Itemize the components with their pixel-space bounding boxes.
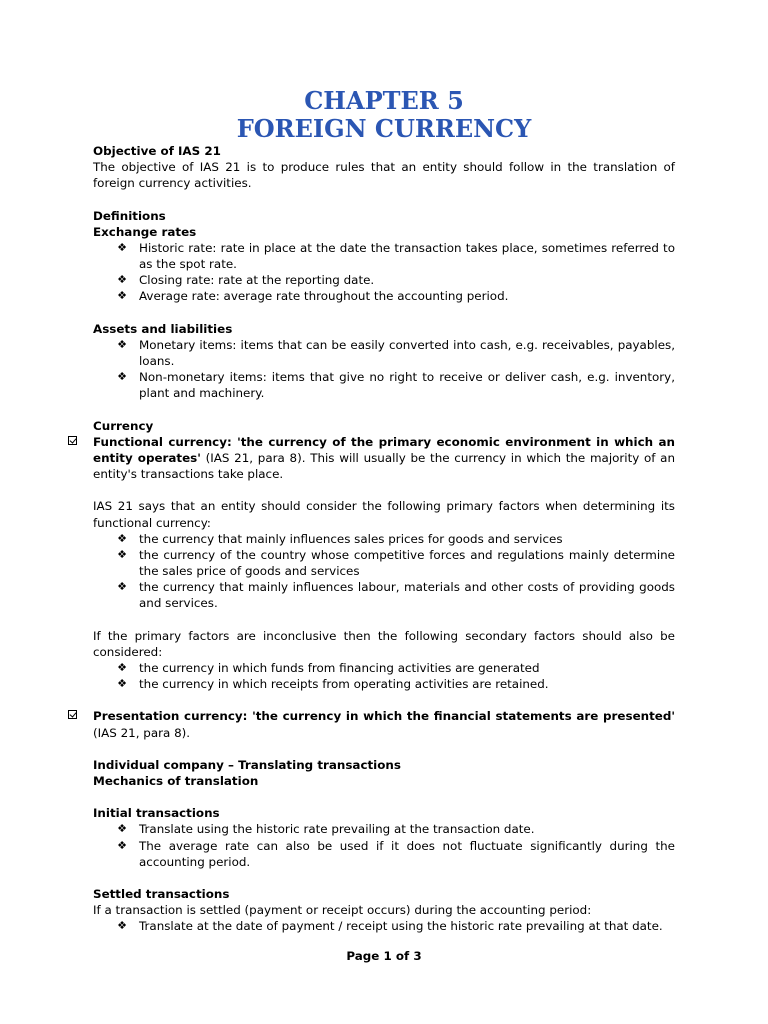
list-item-text: the currency that mainly influences sales prices for goods and services	[139, 531, 563, 546]
section-heading: Definitions	[93, 208, 166, 223]
presentation-currency-definition	[93, 708, 675, 740]
subsection-heading: Exchange rates	[93, 224, 197, 239]
list-item	[93, 240, 675, 272]
list-item	[93, 918, 675, 934]
subsection-heading: Mechanics of translation	[93, 773, 259, 788]
diamond-bullet-icon: ❖	[117, 919, 127, 933]
list-item-text: Monetary items: items that can be easily converted into cash, e.g. receivables, payables, loans.	[139, 337, 675, 368]
checked-box-icon	[68, 710, 77, 719]
bullet-list	[93, 660, 675, 692]
diamond-bullet-icon: ❖	[117, 337, 127, 351]
functional-currency-definition	[93, 434, 675, 482]
definition-text: (IAS 21, para 8). This will usually be the currency in which the majority of an entity's transactions take place.	[93, 450, 675, 482]
list-item-text: Translate using the historic rate prevailing at the transaction date.	[139, 822, 535, 837]
list-item-text: the currency of the country whose competitive forces and regulations mainly determine the sales price of goods and services	[139, 547, 675, 578]
section-heading: Assets and liabilities	[93, 321, 233, 336]
diamond-bullet-icon: ❖	[117, 531, 127, 545]
list-item	[93, 676, 675, 692]
definition-term: Presentation currency: 'the currency in which the financial statements are presented'	[93, 709, 675, 724]
paragraph: The objective of IAS 21 is to produce rules that an entity should follow in the translation of foreign currency activities.	[93, 160, 675, 191]
list-item	[93, 579, 675, 611]
diamond-bullet-icon: ❖	[117, 580, 127, 594]
bullet-list	[93, 337, 675, 402]
diamond-bullet-icon: ❖	[117, 240, 127, 254]
diamond-bullet-icon: ❖	[117, 289, 127, 303]
diamond-bullet-icon: ❖	[117, 822, 127, 836]
subsection-heading: Initial transactions	[93, 806, 220, 821]
list-item-text: Translate at the date of payment / receipt using the historic rate prevailing at that date.	[139, 919, 663, 934]
diamond-bullet-icon: ❖	[117, 547, 127, 561]
paragraph: IAS 21 says that an entity should consider the following primary factors when determining its functional currency:	[93, 499, 675, 530]
list-item-text: Non-monetary items: items that give no right to receive or deliver cash, e.g. inventory, plant and machinery.	[139, 370, 675, 401]
section-heading: Currency	[93, 418, 154, 433]
list-item	[93, 337, 675, 369]
list-item-text: Historic rate: rate in place at the date the transaction takes place, sometimes referred to as the spot rate.	[139, 240, 675, 272]
list-item-text: the currency that mainly influences labour, materials and other costs of providing goods and services.	[139, 580, 675, 611]
paragraph: If the primary factors are inconclusive then the following secondary factors should also be considered:	[93, 628, 675, 659]
bullet-list	[93, 918, 675, 934]
page-label: Page 1 of 3	[346, 949, 422, 963]
list-item	[93, 838, 675, 870]
definition-text: (IAS 21, para 8).	[93, 725, 191, 740]
list-item-text: Average rate: average rate throughout the accounting period.	[139, 289, 509, 304]
list-item	[93, 369, 675, 401]
page-number	[0, 948, 768, 964]
diamond-bullet-icon: ❖	[117, 838, 127, 852]
diamond-bullet-icon: ❖	[117, 370, 127, 384]
list-item	[93, 272, 675, 288]
list-item	[93, 660, 675, 676]
list-item	[93, 821, 675, 837]
document-body	[93, 143, 675, 935]
paragraph: If a transaction is settled (payment or receipt occurs) during the accounting period:	[93, 903, 592, 918]
bullet-list	[93, 821, 675, 869]
bullet-list	[93, 240, 675, 305]
chapter-title: FOREIGN CURRENCY	[236, 114, 532, 143]
list-item-text: the currency in which funds from financing activities are generated	[139, 660, 540, 675]
chapter-number: CHAPTER 5	[304, 86, 464, 115]
diamond-bullet-icon: ❖	[117, 677, 127, 691]
list-item-text: The average rate can also be used if it does not fluctuate significantly during the accounting period.	[139, 838, 675, 869]
list-item	[93, 547, 675, 579]
definition-term: Functional currency: 'the currency of the primary economic environment in which an entity operates'	[93, 434, 675, 465]
section-heading: Objective of IAS 21	[93, 144, 221, 158]
subsection-heading: Settled transactions	[93, 887, 230, 902]
checked-box-icon	[68, 436, 77, 445]
diamond-bullet-icon: ❖	[117, 273, 127, 287]
list-item-text: the currency in which receipts from operating activities are retained.	[139, 677, 549, 692]
bullet-list	[93, 531, 675, 612]
list-item	[93, 531, 675, 547]
list-item-text: Closing rate: rate at the reporting date.	[139, 273, 375, 288]
section-heading: Individual company – Translating transactions	[93, 757, 401, 772]
diamond-bullet-icon: ❖	[117, 660, 127, 674]
list-item	[93, 288, 675, 304]
